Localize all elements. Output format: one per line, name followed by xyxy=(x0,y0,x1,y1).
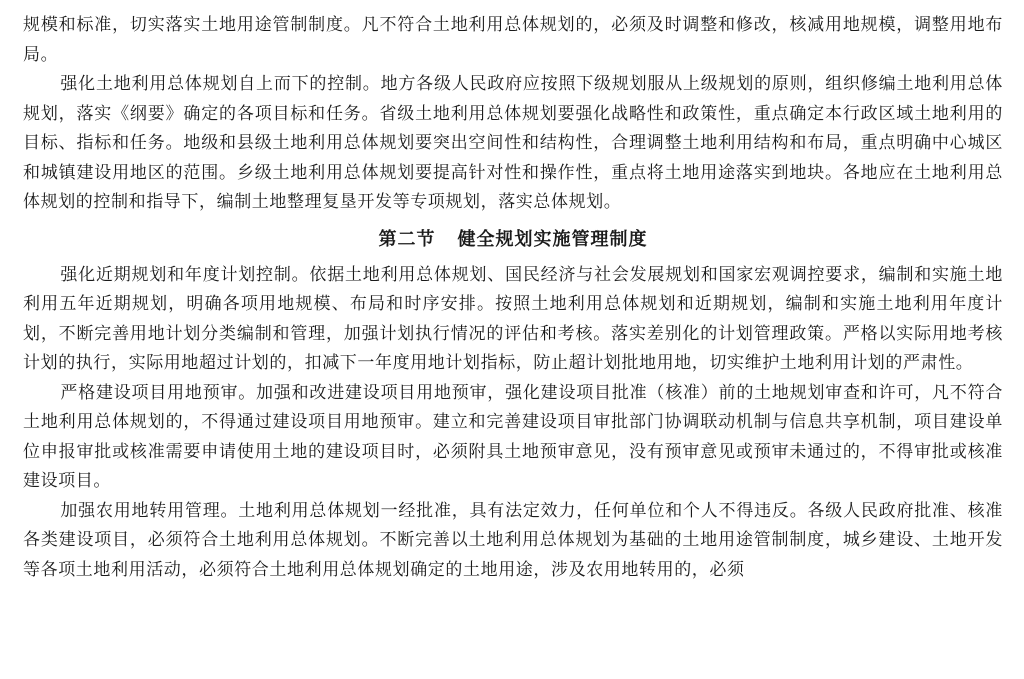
section-number: 第二节 xyxy=(378,228,436,250)
section-heading xyxy=(23,225,1003,255)
document-page xyxy=(23,11,1003,585)
paragraph-planning-control: 强化土地利用总体规划自上而下的控制。地方各级人民政府应按照下级规划服从上级规划的原则，组织修编土地利用总体规划，落实《纲要》确定的各项目标和任务。省级土地利用总体规划要强化战略性和政策性，重点确定本行政区域土地利用的目标、指标和任务。地级和县级土地利用总体规划要突出空间性和结构性，合理调整土地利用结构和布局，重点明确中心城区和城镇建设用地区的范围。乡级土地利用总体规划要提高针对性和操作性，重点将土地用途落实到地块。各地应在土地利用总体规划的控制和指导下，编制土地整理复垦开发等专项规划，落实总体规划。 xyxy=(23,74,1003,212)
paragraph-farmland-conversion: 加强农用地转用管理。土地利用总体规划一经批准，具有法定效力，任何单位和个人不得违反。各级人民政府批准、核准各类建设项目，必须符合土地利用总体规划。不断完善以土地利用总体规划为基础的土地用途管制制度，城乡建设、土地开发等各项土地利用活动，必须符合土地利用总体规划确定的土地用途，涉及农用地转用的，必须 xyxy=(23,500,1003,580)
section-title: 健全规划实施管理制度 xyxy=(457,228,648,250)
paragraph-annual-plan: 强化近期规划和年度计划控制。依据土地利用总体规划、国民经济与社会发展规划和国家宏观调控要求，编制和实施土地利用五年近期规划，明确各项用地规模、布局和时序安排。按照土地利用总体规划和近期规划，编制和实施土地利用年度计划，不断完善用地计划分类编制和管理，加强计划执行情况的评估和考核。落实差别化的计划管理政策。严格以实际用地考核计划的执行，实际用地超过计划的，扣减下一年度用地计划指标，防止超计划批地用地，切实维护土地利用计划的严肃性。 xyxy=(23,264,1003,373)
paragraph-continuation: 规模和标准，切实落实土地用途管制制度。凡不符合土地利用总体规划的，必须及时调整和修改，核减用地规模，调整用地布局。 xyxy=(23,15,1003,65)
paragraph-land-preaudit: 严格建设项目用地预审。加强和改进建设项目用地预审，强化建设项目批准（核准）前的土地规划审查和许可，凡不符合土地利用总体规划的，不得通过建设项目用地预审。建立和完善建设项目审批部门协调联动机制与信息共享机制，项目建设单位申报审批或核准需要申请使用土地的建设项目时，必须附具土地预审意见，没有预审意见或预审未通过的，不得审批或核准建设项目。 xyxy=(23,382,1003,491)
